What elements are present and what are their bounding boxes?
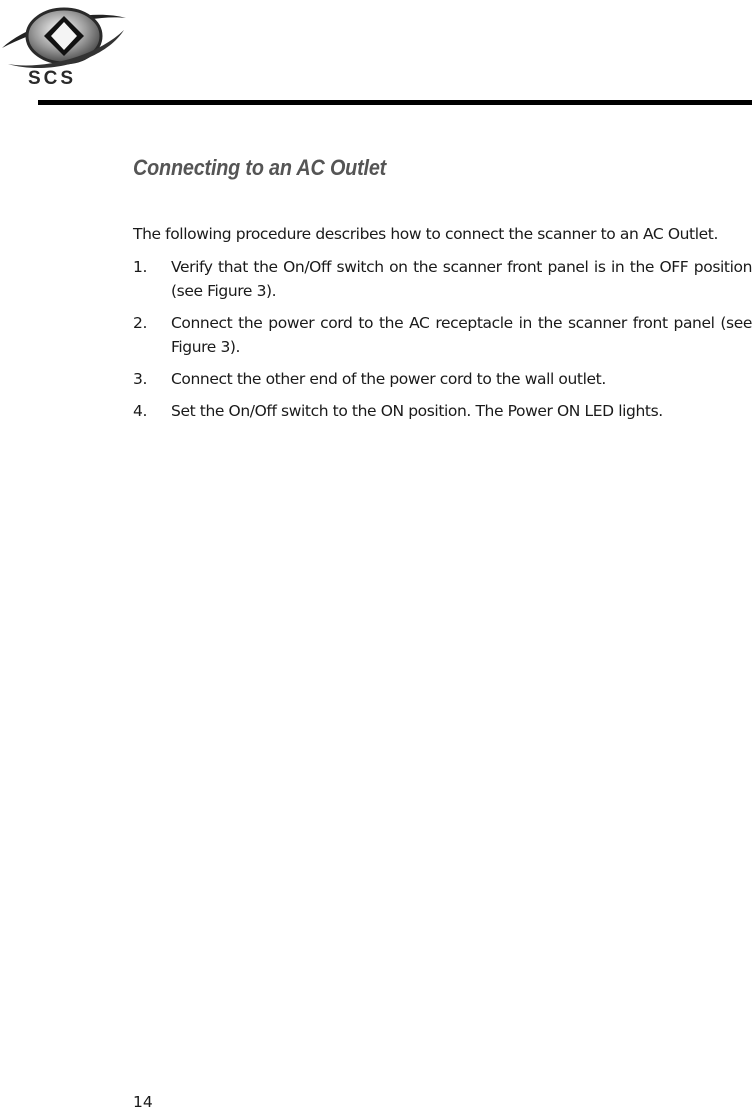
scs-logo bbox=[0, 0, 130, 92]
procedure-steps bbox=[133, 255, 752, 423]
step-item bbox=[133, 399, 752, 423]
section-body bbox=[133, 222, 752, 423]
step-number: 4. bbox=[133, 402, 147, 420]
page-number: 14 bbox=[133, 1093, 153, 1111]
logo-text: SCS bbox=[28, 68, 77, 89]
step-text: Set the On/Off switch to the ON position. The Power ON LED lights. bbox=[171, 402, 663, 420]
section-title: Connecting to an AC Outlet bbox=[133, 155, 387, 180]
step-item bbox=[133, 367, 752, 391]
step-item bbox=[133, 255, 752, 303]
header-rule bbox=[38, 100, 752, 105]
step-text: Verify that the On/Off switch on the scanner front panel is in the OFF position (see Figure 3). bbox=[171, 258, 752, 300]
step-item bbox=[133, 311, 752, 359]
step-number: 2. bbox=[133, 314, 147, 332]
step-text: Connect the other end of the power cord to the wall outlet. bbox=[171, 370, 606, 388]
intro-paragraph: The following procedure describes how to connect the scanner to an AC Outlet. bbox=[133, 225, 718, 243]
step-number: 1. bbox=[133, 258, 147, 276]
step-text: Connect the power cord to the AC receptacle in the scanner front panel (see Figure 3). bbox=[171, 314, 752, 356]
step-number: 3. bbox=[133, 370, 147, 388]
